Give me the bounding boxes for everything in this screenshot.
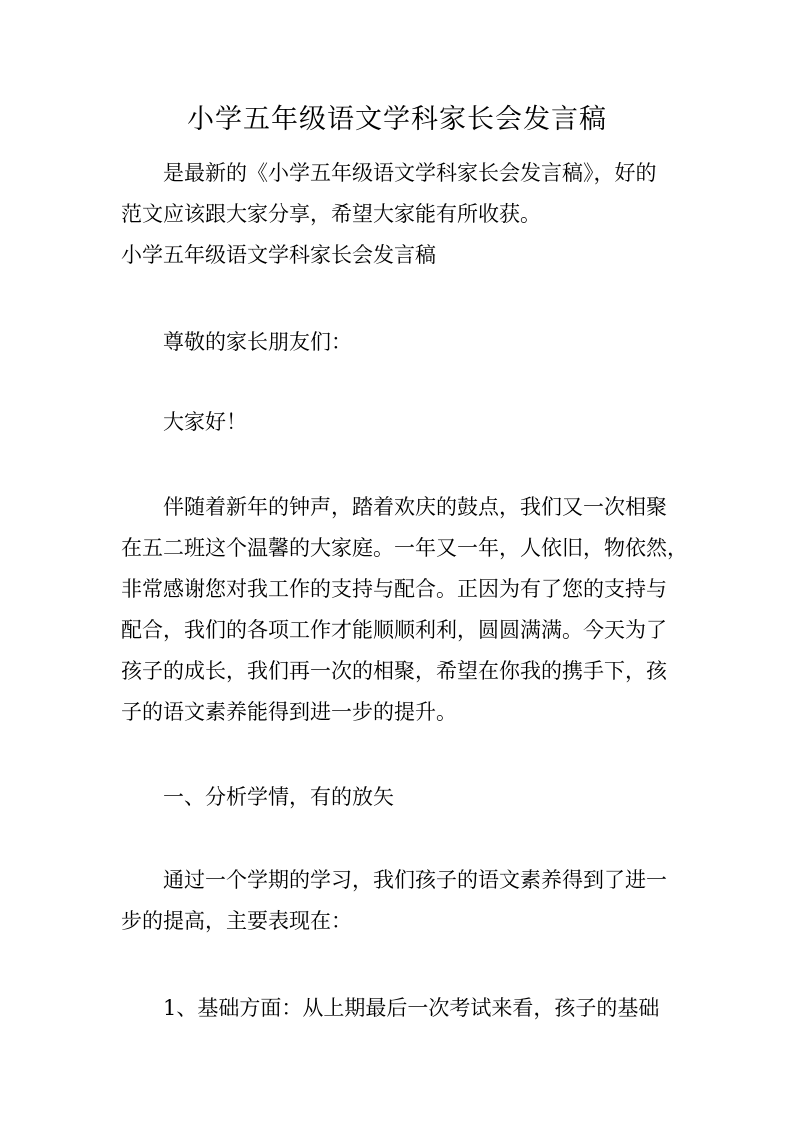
document-title: 小学五年级语文学科家长会发言稿 xyxy=(187,104,607,135)
body-line-3: 非常感谢您对我工作的支持与配合。正因为有了您的支持与 xyxy=(121,577,667,601)
body-line-2: 在五二班这个温馨的大家庭。一年又一年，人依旧，物依然， xyxy=(121,536,688,560)
body-line-1: 伴随着新年的钟声，踏着欢庆的鼓点，我们又一次相聚 xyxy=(163,495,667,519)
intro-line-2: 范文应该跟大家分享，希望大家能有所收获。 xyxy=(121,202,541,226)
section-line-3: 1、基础方面：从上期最后一次考试来看，孩子的基础 xyxy=(163,996,660,1020)
body-line-6: 子的语文素养能得到进一步的提升。 xyxy=(121,700,457,724)
salutation-line: 尊敬的家长朋友们： xyxy=(163,330,352,354)
section-line-1: 通过一个学期的学习，我们孩子的语文素养得到了进一 xyxy=(163,868,667,892)
intro-line-1: 是最新的《小学五年级语文学科家长会发言稿》，好的 xyxy=(163,161,657,185)
body-line-5: 孩子的成长，我们再一次的相聚，希望在你我的携手下，孩 xyxy=(121,659,667,683)
body-line-4: 配合，我们的各项工作才能顺顺利利，圆圆满满。今天为了 xyxy=(121,618,667,642)
section-line-2: 步的提高，主要表现在： xyxy=(121,909,352,933)
greeting-line: 大家好！ xyxy=(163,410,247,434)
section-heading-line: 一、分析学情，有的放矢 xyxy=(163,785,394,809)
subtitle-line: 小学五年级语文学科家长会发言稿 xyxy=(121,243,436,267)
